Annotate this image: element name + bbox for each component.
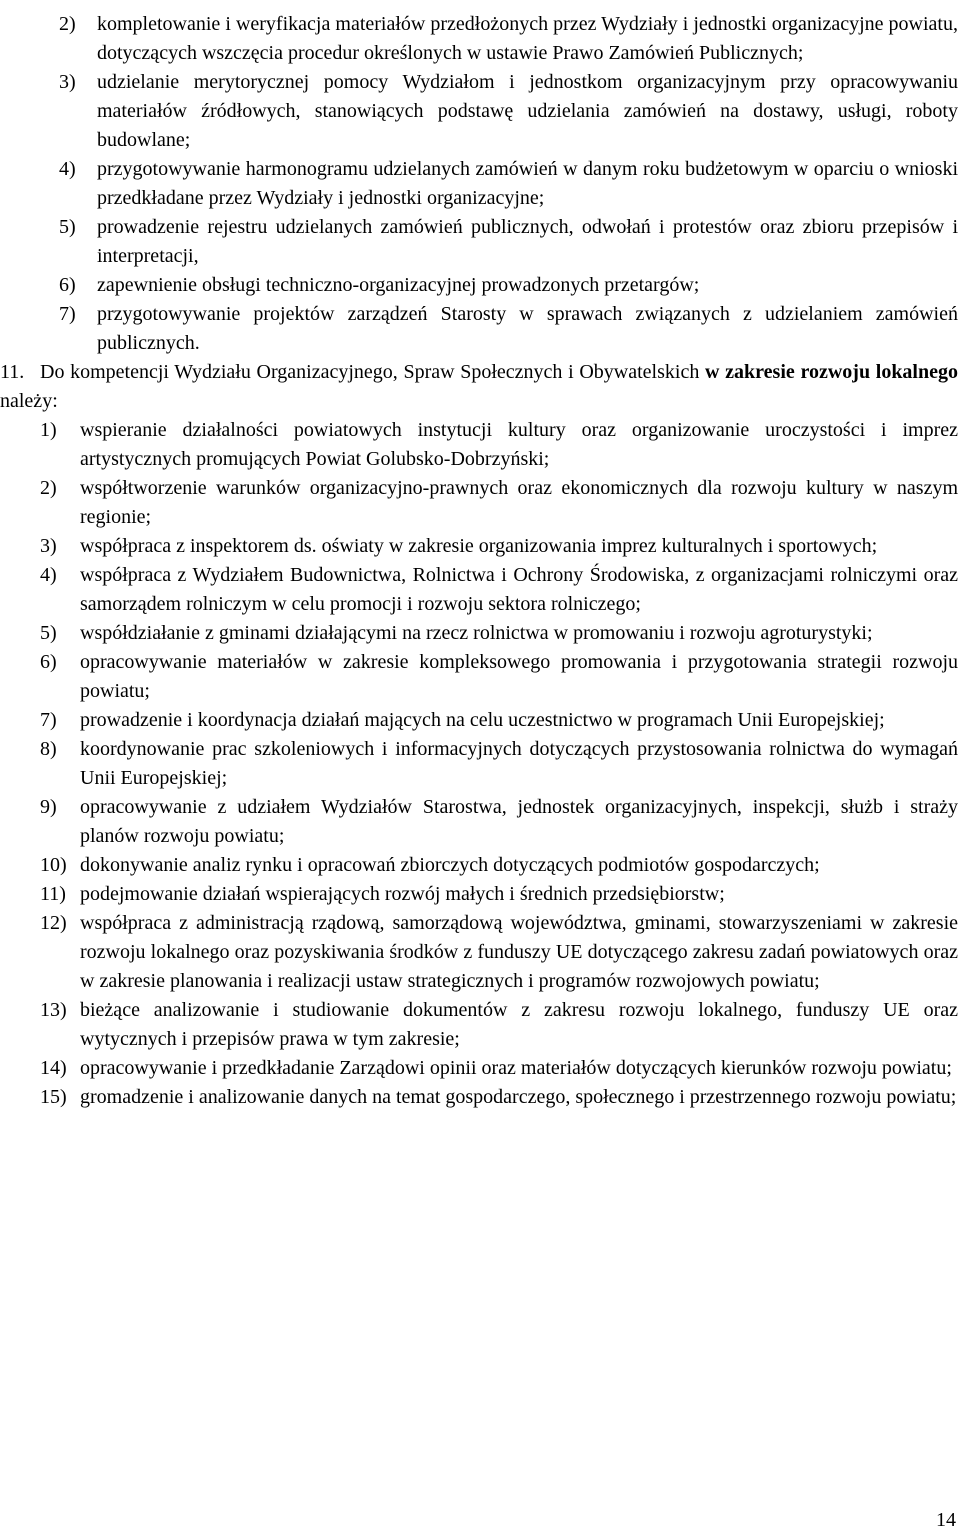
list-item-number: 11) [40,883,66,905]
list-item [0,909,958,996]
list-item-text: udzielanie merytorycznej pomocy Wydziałom i jednostkom organizacyjnym przy opracowywaniu materiałów źródłowych, stanowiących podstawę udzielania zamówień na dostawy, usługi, roboty budowlane; [97,71,958,151]
list-item-number: 13) [40,999,67,1021]
list-item [0,619,958,648]
list-local-development-tasks [0,416,958,851]
document-content [0,10,958,1112]
list-item-number: 6) [59,274,76,296]
section-heading [0,358,958,416]
list-item [0,10,958,68]
section-text-before: Do kompetencji Wydziału Organizacyjnego, Spraw Społecznych i Obywatelskich [40,361,706,383]
list-item-number: 15) [40,1086,67,1108]
list-item-text: współtworzenie warunków organizacyjno-prawnych oraz ekonomicznych dla rozwoju kultury w naszym regionie; [80,477,958,528]
list-item [0,1054,958,1083]
list-item [0,851,958,880]
list-item-number: 5) [59,216,76,238]
list-item [0,213,958,271]
list-item-text: opracowywanie i przedkładanie Zarządowi opinii oraz materiałów dotyczących kierunków rozwoju powiatu; [80,1057,952,1079]
list-item-text: opracowywanie materiałów w zakresie kompleksowego promowania i przygotowania strategii rozwoju powiatu; [80,651,958,702]
list-item-number: 10) [40,854,67,876]
list-item [0,271,958,300]
list-item-number: 9) [40,796,57,818]
list-item-text: koordynowanie prac szkoleniowych i informacyjnych dotyczących przystosowania rolnictwa do wymagań Unii Europejskiej; [80,738,958,789]
list-item-text: prowadzenie rejestru udzielanych zamówień publicznych, odwołań i protestów oraz zbioru przepisów i interpretacji, [97,216,958,267]
list-item-number: 6) [40,651,57,673]
list-item [0,648,958,706]
section-number: 11. [0,361,25,383]
list-item [0,68,958,155]
list-item-text: wspieranie działalności powiatowych instytucji kultury oraz organizowanie uroczystości i imprez artystycznych promujących Powiat Golubsko-Dobrzyński; [80,419,958,470]
list-item-text: przygotowywanie harmonogramu udzielanych zamówień w danym roku budżetowym w oparciu o wnioski przedkładane przez Wydziały i jednostki organizacyjne; [97,158,958,209]
list-item-text: współpraca z inspektorem ds. oświaty w zakresie organizowania imprez kulturalnych i sportowych; [80,535,878,557]
list-item-number: 8) [40,738,57,760]
list-item [0,735,958,793]
list-item-number: 1) [40,419,57,441]
list-item [0,474,958,532]
list-procurement-tasks [0,10,958,358]
list-item-number: 2) [40,477,57,499]
list-local-development-tasks-continued [0,851,958,1112]
list-item-text: zapewnienie obsługi techniczno-organizacyjnej prowadzonych przetargów; [97,274,700,296]
list-item-number: 7) [40,709,57,731]
list-item-number: 7) [59,303,76,325]
list-item [0,793,958,851]
list-item-text: prowadzenie i koordynacja działań mających na celu uczestnictwo w programach Unii Europejskiej; [80,709,885,731]
list-item-number: 14) [40,1057,67,1079]
list-item [0,300,958,358]
list-item-text: kompletowanie i weryfikacja materiałów przedłożonych przez Wydziały i jednostki organizacyjne powiatu, dotyczących wszczęcia procedur określonych w ustawie Prawo Zamówień Publicznych; [97,13,958,64]
list-item [0,1083,958,1112]
list-item [0,416,958,474]
list-item-text: bieżące analizowanie i studiowanie dokumentów z zakresu rozwoju lokalnego, funduszy UE oraz wytycznych i przepisów prawa w tym zakresie; [80,999,958,1050]
section-text-after: należy: [0,390,58,412]
list-item [0,880,958,909]
list-item-number: 3) [40,535,57,557]
list-item-number: 5) [40,622,57,644]
list-item-number: 12) [40,912,67,934]
list-item-number: 4) [40,564,57,586]
list-item [0,561,958,619]
section-text-bold: w zakresie rozwoju lokalnego [705,361,958,383]
list-item-text: współpraca z Wydziałem Budownictwa, Rolnictwa i Ochrony Środowiska, z organizacjami rolniczymi oraz samorządem rolniczym w celu promocji i rozwoju sektora rolniczego; [80,564,958,615]
list-item-text: współpraca z administracją rządową, samorządową województwa, gminami, stowarzyszeniami w zakresie rozwoju lokalnego oraz pozyskiwania środków z funduszy UE dotyczącego zakresu zadań powiatowych oraz w zakresie planowania i realizacji ustaw strategicznych i programów rozwojowych powiatu; [80,912,958,992]
list-item-text: przygotowywanie projektów zarządzeń Starosty w sprawach związanych z udzielaniem zamówień publicznych. [97,303,958,354]
section-11 [0,358,958,416]
list-item [0,532,958,561]
list-item-number: 3) [59,71,76,93]
list-item-text: opracowywanie z udziałem Wydziałów Starostwa, jednostek organizacyjnych, inspekcji, służb i straży planów rozwoju powiatu; [80,796,958,847]
list-item-text: gromadzenie i analizowanie danych na temat gospodarczego, społecznego i przestrzennego rozwoju powiatu; [80,1086,957,1108]
list-item-text: podejmowanie działań wspierających rozwój małych i średnich przedsiębiorstw; [80,883,725,905]
list-item-text: współdziałanie z gminami działającymi na rzecz rolnictwa w promowaniu i rozwoju agroturystyki; [80,622,873,644]
list-item-number: 4) [59,158,76,180]
list-item-text: dokonywanie analiz rynku i opracowań zbiorczych dotyczących podmiotów gospodarczych; [80,854,820,876]
list-item [0,706,958,735]
list-item-number: 2) [59,13,76,35]
list-item [0,155,958,213]
page-number: 14 [936,1509,956,1531]
list-item [0,996,958,1054]
